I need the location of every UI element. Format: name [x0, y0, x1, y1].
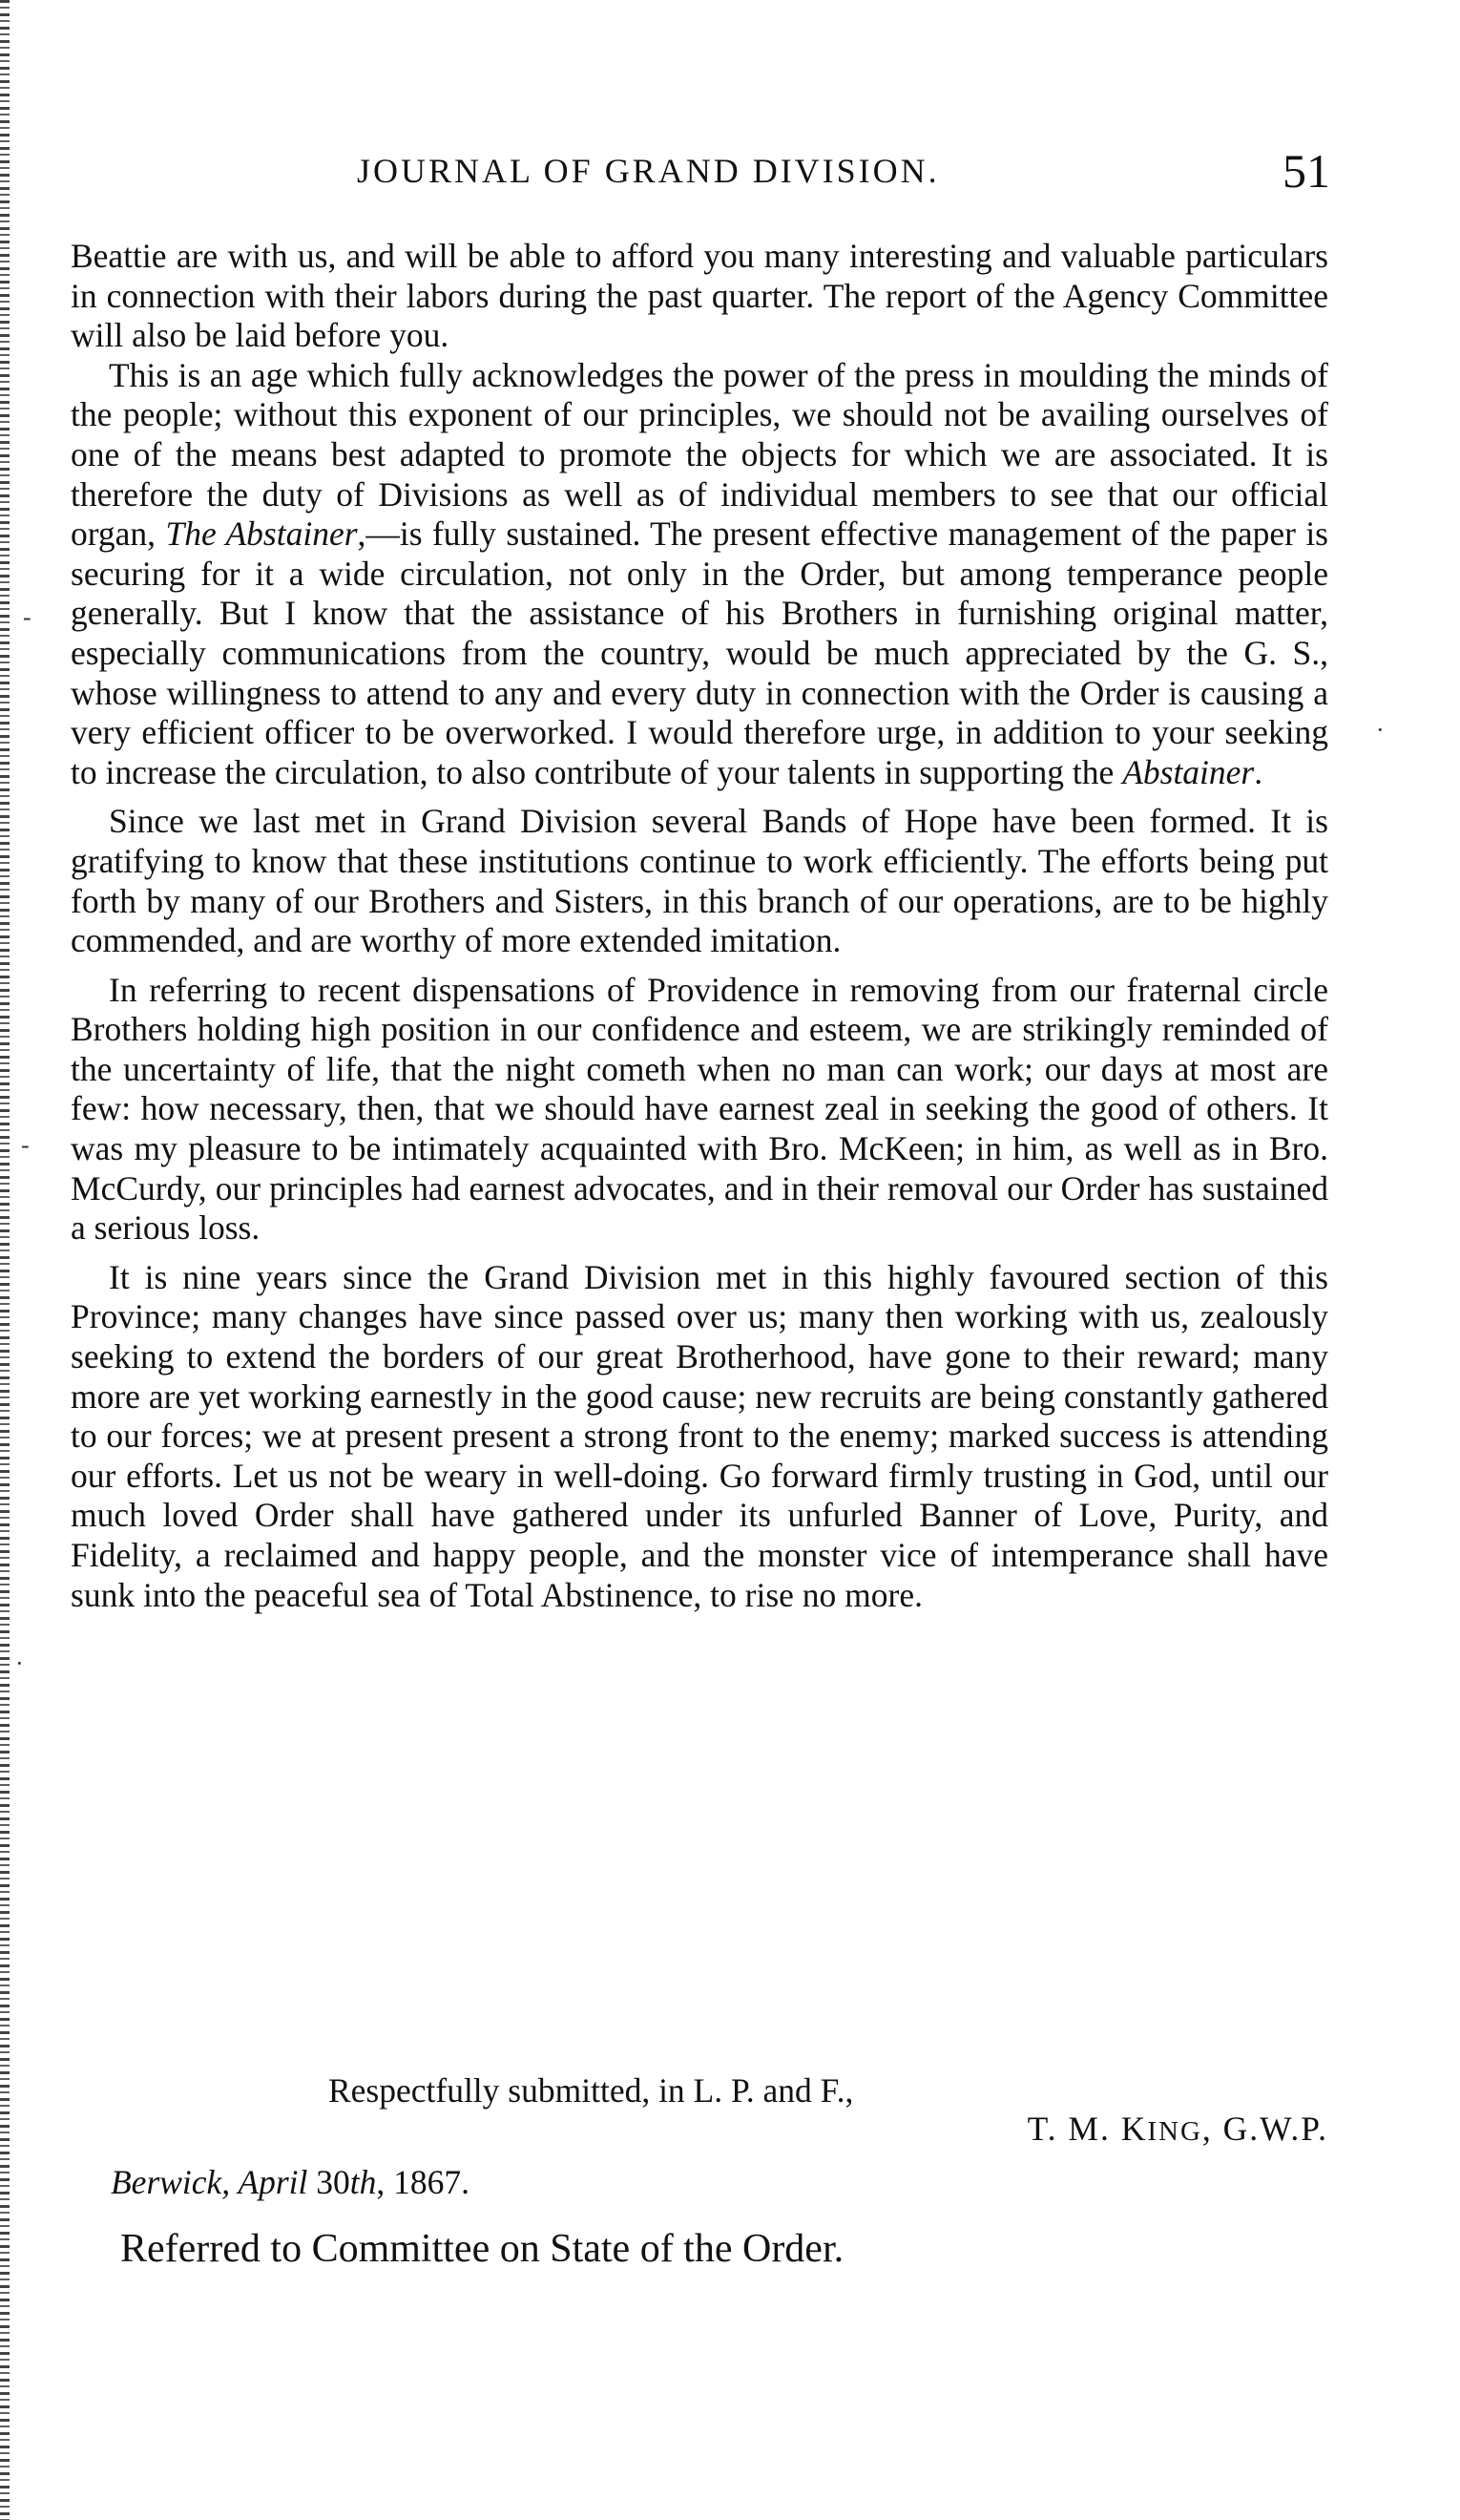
signature-small-caps: ING: [1147, 2116, 1202, 2147]
publication-title-the-abstainer: The Abstainer: [165, 514, 358, 554]
place-date-year: , 1867.: [376, 2163, 470, 2201]
margin-mark: -: [21, 1131, 30, 1159]
place-date: [111, 2161, 469, 2203]
paragraph-press-text-1: This is an age which fully acknowledges the power of the press in moulding the minds of the people; without this exponent of our principles, we should not be availing ourselves of one of the means best adapted to promote the objects for which we are associated. It is therefore the duty of Divisions as well as of individual members to see that our official organ,: [71, 355, 1328, 554]
margin-mark: ·: [15, 1649, 24, 1677]
publication-title-abstainer: Abstainer: [1122, 752, 1255, 791]
margin-mark: -: [23, 603, 31, 631]
paragraph-agency-report: Beattie are with us, and will be able to afford you many interesting and valuable particulars in connection with their labors during the past quarter. The report of the Agency Committee will also be laid before you.: [71, 237, 1328, 355]
paragraph-press-text-2: ,—is fully sustained. The present effective management of the paper is securing for it a wide circulation, not only in the Order, but among temperance people generally. But I know that the assistance of his Brothers in furnishing original matter, especially communications from the country, would be much appreciated by the G. S., whose willingness to attend to any and every duty in connection with the Order is causing a very efficient officer to be overworked. I would therefore urge, in addition to your seeking to increase the circulation, to also contribute of your talents in supporting the: [71, 514, 1328, 791]
signature-title: , G.W.P.: [1201, 2110, 1328, 2148]
running-title: JOURNAL OF GRAND DIVISION.: [357, 152, 940, 190]
paragraph-press-text-3: .: [1254, 752, 1263, 791]
running-head: [71, 143, 1330, 200]
paragraph-bands-of-hope: Since we last met in Grand Division several Bands of Hope have been formed. It is gratifying to know that these institutions continue to work efficiently. The efforts being put forth by many of our Brothers and Sisters, in this branch of our operations, are to be highly commended, and are worthy of more extended imitation.: [71, 802, 1328, 960]
binding-edge: [0, 0, 10, 2520]
signature-initials: T. M. K: [1027, 2110, 1148, 2148]
signature: [1028, 2108, 1328, 2152]
paragraph-nine-years: It is nine years since the Grand Division met in this highly favoured section of this Province; many changes have since passed over us; many then working with us, zealously seeking to extend the borders of our great Brotherhood, have gone to their reward; many more are yet working earnestly in the good cause; new recruits are being constantly gathered to our forces; we at present present a strong front to the enemy; marked success is attending our efforts. Let us not be weary in well-doing. Go forward firmly trusting in God, until our much loved Order shall have gathered under its unfurled Banner of Love, Purity, and Fidelity, a reclaimed and happy people, and the monster vice of intemperance shall have sunk into the peaceful sea of Total Abstinence, to rise no more.: [71, 1257, 1328, 1614]
body-text: [71, 237, 1328, 1615]
paragraph-press-abstainer: [71, 356, 1328, 793]
place-date-place: Berwick, April: [111, 2163, 317, 2201]
place-date-suffix: th: [349, 2163, 377, 2201]
paragraph-providence: In referring to recent dispensations of Providence in removing from our fraternal circle Brothers holding high position in our confidence and esteem, we are strikingly reminded of the uncertainty of life, that the night cometh when no man can work; our days at most are few: how necessary, then, that we should have earnest zeal in seeking the good of others. It was my pleasure to be intimately acquainted with Bro. McKeen; in him, as well as in Bro. McCurdy, our principles had earnest advocates, and in their removal our Order has sustained a serious loss.: [71, 970, 1328, 1248]
margin-mark: ·: [1376, 716, 1385, 744]
closing-salutation: Respectfully submitted, in L. P. and F.,: [328, 2071, 854, 2110]
place-date-day: 30: [316, 2163, 350, 2201]
page-number: 51: [1283, 144, 1330, 198]
referral-note: Referred to Committee on State of the Order.: [120, 2227, 845, 2271]
